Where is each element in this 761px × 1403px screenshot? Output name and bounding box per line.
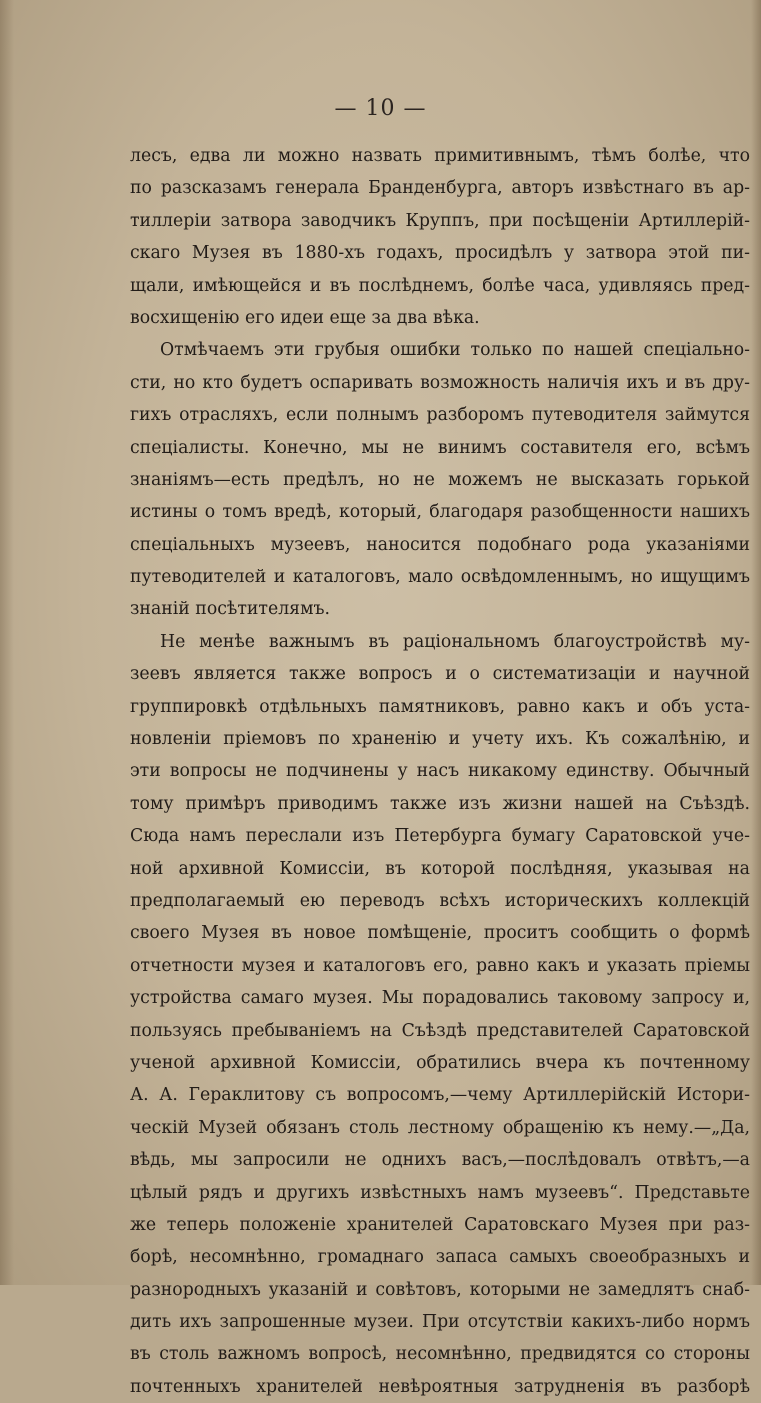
text-line: ческій Музей обязанъ столь лестному обращенію къ нему.—„Да, bbox=[130, 1117, 750, 1138]
text-line: лесъ, едва ли можно назвать примитивнымъ, тѣмъ болѣе, что bbox=[130, 146, 750, 166]
text-line: истины о томъ вредѣ, который, благодаря разобщенности нашихъ bbox=[130, 502, 750, 523]
page-number: — 10 — bbox=[334, 96, 427, 121]
text-line: зеевъ является также вопросъ и о систематизаціи и научной bbox=[130, 664, 750, 685]
text-line: отчетности музея и каталоговъ его, равно какъ и указать пріемы bbox=[130, 955, 750, 976]
text-line: борѣ, несомнѣнно, громаднаго запаса самыхъ своеобразныхъ и bbox=[130, 1247, 750, 1268]
text-line: знаній посѣтителямъ. bbox=[130, 599, 331, 620]
text-line: Отмѣчаемъ эти грубыя ошибки только по нашей спеціально- bbox=[160, 340, 750, 361]
text-line: эти вопросы не подчинены у насъ никакому единству. Обычный bbox=[130, 761, 750, 782]
text-line: цѣлый рядъ и другихъ извѣстныхъ намъ музеевъ“. Представьте bbox=[130, 1182, 750, 1203]
text-line: сти, но кто будетъ оспаривать возможность наличія ихъ и въ дру- bbox=[130, 372, 750, 393]
body-text bbox=[130, 140, 750, 1403]
page-edge-shadow-right bbox=[751, 0, 761, 1285]
text-line: по разсказамъ генерала Бранденбурга, авторъ извѣстнаго въ ар- bbox=[130, 178, 750, 199]
text-line: группировкѣ отдѣльныхъ памятниковъ, равно какъ и объ уста- bbox=[130, 696, 750, 717]
text-line: тому примѣръ приводимъ также изъ жизни нашей на Съѣздѣ. bbox=[130, 793, 750, 814]
text-line: своего Музея въ новое помѣщеніе, проситъ сообщить о формѣ bbox=[130, 923, 750, 944]
text-line: предполагаемый ею переводъ всѣхъ историческихъ коллекцій bbox=[130, 890, 750, 911]
text-line: спеціалисты. Конечно, мы не винимъ составителя его, всѣмъ bbox=[130, 437, 750, 458]
text-line: ученой архивной Комиссіи, обратились вчера къ почтенному bbox=[130, 1052, 750, 1073]
text-line: тиллеріи затвора заводчикъ Круппъ, при посѣщеніи Артиллерій- bbox=[130, 210, 750, 231]
text-line: путеводителей и каталоговъ, мало освѣдомленнымъ, но ищущимъ bbox=[130, 567, 750, 588]
text-line: разнородныхъ указаній и совѣтовъ, которыми не замедлятъ снаб- bbox=[130, 1279, 750, 1300]
text-line: знаніямъ—есть предѣлъ, но не можемъ не высказать горькой bbox=[130, 469, 750, 490]
page-edge-shadow-left bbox=[0, 0, 14, 1285]
text-line: вѣдь, мы запросили не однихъ васъ,—послѣдовалъ отвѣтъ,—а bbox=[130, 1150, 750, 1171]
text-line: устройства самаго музея. Мы порадовались таковому запросу и, bbox=[130, 988, 750, 1009]
text-line: дить ихъ запрошенные музеи. При отсутствіи какихъ-либо нормъ bbox=[130, 1312, 750, 1333]
text-line: почтенныхъ хранителей невѣроятныя затрудненія въ разборѣ bbox=[130, 1376, 750, 1397]
text-line: восхищенію его идеи еще за два вѣка. bbox=[130, 307, 480, 328]
text-line: А. А. Гераклитову съ вопросомъ,—чему Артиллерійскій Истори- bbox=[130, 1085, 750, 1106]
text-line: Сюда намъ переслали изъ Петербурга бумагу Саратовской уче- bbox=[130, 826, 750, 847]
text-line: же теперь положеніе хранителей Саратовскаго Музея при раз- bbox=[130, 1214, 750, 1235]
text-line: новленіи пріемовъ по храненію и учету ихъ. Къ сожалѣнію, и bbox=[130, 729, 750, 750]
text-line: Не менѣе важнымъ въ раціональномъ благоустройствѣ му- bbox=[160, 631, 750, 652]
text-line: щали, имѣющейся и въ послѣднемъ, болѣе часа, удивляясь пред- bbox=[130, 275, 750, 296]
text-line: пользуясь пребываніемъ на Съѣздѣ представителей Саратовской bbox=[130, 1020, 750, 1041]
text-line: гихъ отрасляхъ, если полнымъ разборомъ путеводителя займутся bbox=[130, 405, 750, 426]
text-line: въ столь важномъ вопросѣ, несомнѣнно, предвидятся со стороны bbox=[130, 1344, 750, 1365]
text-line: спеціальныхъ музеевъ, наносится подобнаго рода указаніями bbox=[130, 534, 750, 555]
text-line: ной архивной Комиссіи, въ которой послѣдняя, указывая на bbox=[130, 858, 750, 879]
text-line: скаго Музея въ 1880-хъ годахъ, просидѣлъ у затвора этой пи- bbox=[130, 243, 750, 264]
